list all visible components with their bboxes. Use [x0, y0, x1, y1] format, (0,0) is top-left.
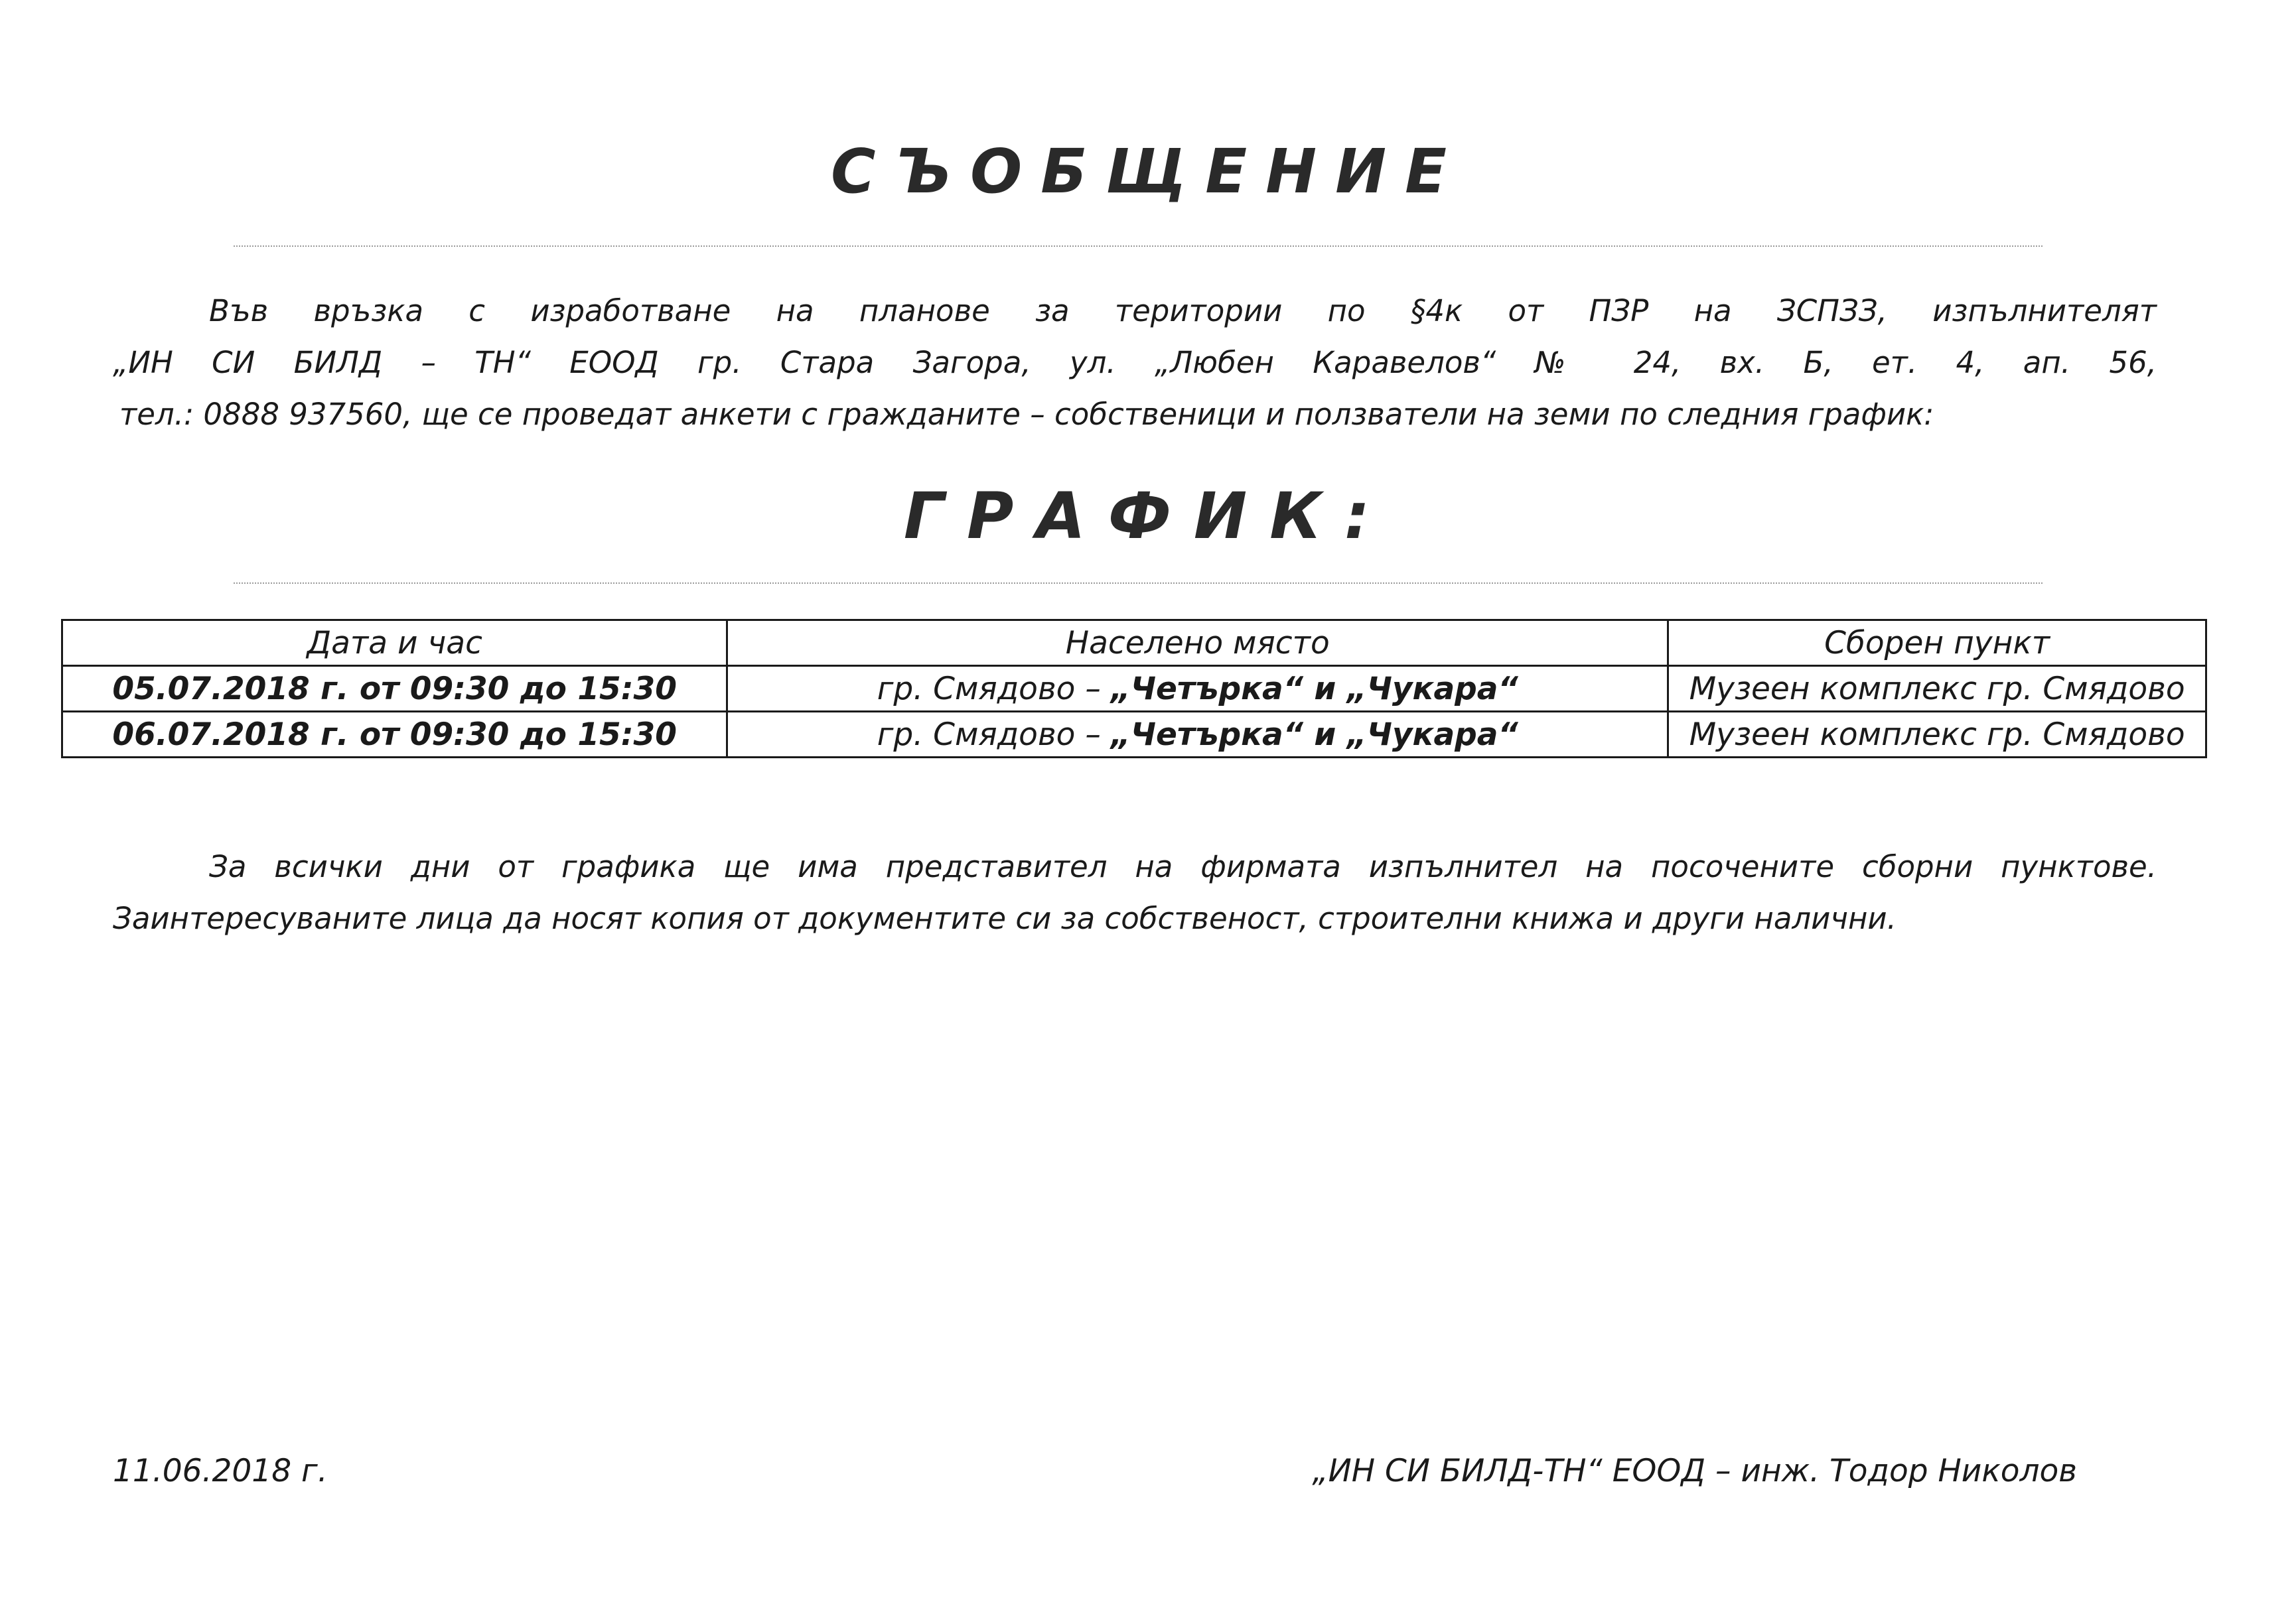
header-point: Сборен пункт — [1668, 620, 2206, 666]
row-place — [727, 666, 1668, 712]
intro-line-1: Във връзка с изработване на планове за територии по §4к от ПЗР на ЗСПЗЗ, изпълнителят — [209, 293, 2157, 328]
row-datetime: 06.07.2018 г. от 09:30 до 15:30 — [62, 712, 727, 758]
row-place — [727, 712, 1668, 758]
place-prefix: гр. Смядово – — [877, 716, 1111, 753]
intro-line-2: „ИН СИ БИЛД – ТН“ ЕООД гр. Стара Загора, ул. „Любен Каравелов“ № 24, вх. Б, ет. 4, ап. 56, — [113, 345, 2157, 380]
intro-paragraph — [113, 285, 2157, 440]
footer-signature: „ИН СИ БИЛД-ТН“ ЕООД – инж. Тодор Николов — [1312, 1453, 2077, 1489]
place-names: „Четърка“ и „Чукара“ — [1110, 716, 1518, 753]
header-place: Населено място — [727, 620, 1668, 666]
place-names: „Четърка“ и „Чукара“ — [1110, 670, 1518, 707]
intro-line-3: тел.: 0888 937560, ще се проведат анкети с гражданите – собственици и ползватели на земи по следния график: — [119, 397, 1934, 432]
schedule-heading: ГРАФИК: — [903, 479, 1393, 553]
table-row — [62, 712, 2206, 758]
row-datetime: 05.07.2018 г. от 09:30 до 15:30 — [62, 666, 727, 712]
table-row — [62, 666, 2206, 712]
document-title: СЪОБЩЕНИЕ — [831, 136, 1465, 207]
outro-line-2: Заинтересуваните лица да носят копия от документите си за собственост, строителни книжа и други налични. — [113, 901, 1897, 936]
place-prefix: гр. Смядово – — [877, 670, 1111, 707]
table-header-row — [62, 620, 2206, 666]
row-point: Музеен комплекс гр. Смядово — [1668, 712, 2206, 758]
schedule-divider — [234, 582, 2043, 584]
title-divider — [234, 245, 2043, 247]
schedule-table — [61, 619, 2207, 758]
outro-line-1: За всички дни от графика ще има представител на фирмата изпълнител на посочените сборни пунктове. — [209, 849, 2157, 884]
row-point: Музеен комплекс гр. Смядово — [1668, 666, 2206, 712]
footer-date: 11.06.2018 г. — [113, 1453, 328, 1489]
header-datetime: Дата и час — [62, 620, 727, 666]
outro-paragraph — [113, 841, 2157, 945]
